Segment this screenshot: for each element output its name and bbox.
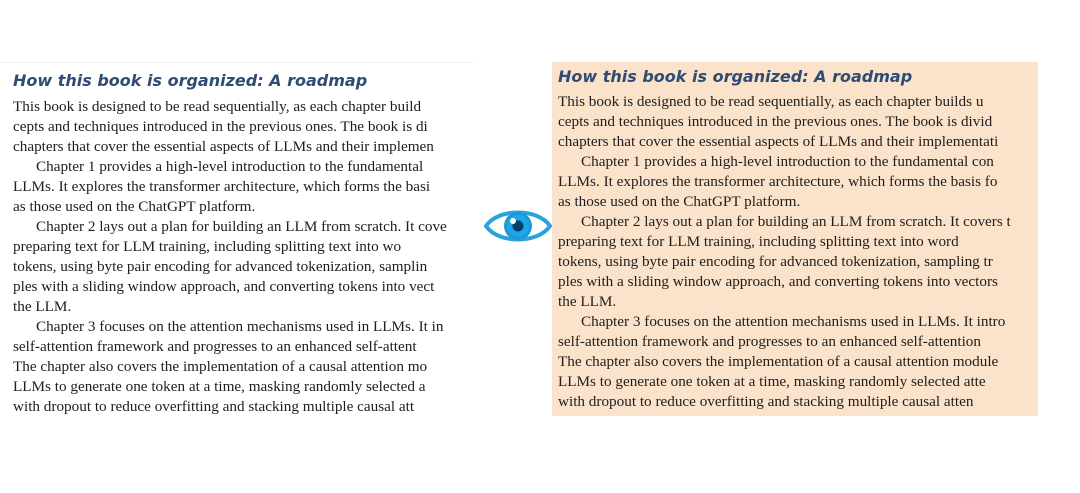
text-line: Chapter 1 provides a high-level introduction to the fundamental con <box>581 153 994 170</box>
section-body <box>13 97 474 417</box>
text-line: as those used on the ChatGPT platform. <box>558 193 801 210</box>
section-title: How this book is organized: A roadmap <box>13 71 368 90</box>
text-line: preparing text for LLM training, including splitting text into wo <box>13 238 402 255</box>
text-line: with dropout to reduce overfitting and stacking multiple causal atten <box>558 393 974 410</box>
text-line: as those used on the ChatGPT platform. <box>13 198 256 215</box>
text-line: Chapter 3 focuses on the attention mechanisms used in LLMs. It in <box>36 318 444 335</box>
text-line: The chapter also covers the implementation of a causal attention mo <box>13 358 428 375</box>
text-line: ples with a sliding window approach, and converting tokens into vectors <box>558 273 998 290</box>
text-line: This book is designed to be read sequentially, as each chapter builds u <box>558 93 984 110</box>
text-line: with dropout to reduce overfitting and stacking multiple causal att <box>13 398 415 415</box>
text-line: Chapter 2 lays out a plan for building an LLM from scratch. It cove <box>36 218 447 235</box>
eye-icon <box>484 204 552 248</box>
reading-mode-page-panel <box>552 62 1038 416</box>
text-line: cepts and techniques introduced in the previous ones. The book is divid <box>558 113 993 130</box>
section-body <box>558 92 1038 412</box>
text-line: chapters that cover the essential aspects of LLMs and their implementati <box>558 133 999 150</box>
text-line: tokens, using byte pair encoding for advanced tokenization, samplin <box>13 258 428 275</box>
text-line: Chapter 1 provides a high-level introduction to the fundamental <box>36 158 424 175</box>
text-line: cepts and techniques introduced in the previous ones. The book is di <box>13 118 428 135</box>
original-page-panel <box>0 62 474 422</box>
text-line: the LLM. <box>558 293 617 310</box>
text-line: self-attention framework and progresses to an enhanced self-attent <box>13 338 417 355</box>
text-line: LLMs to generate one token at a time, masking randomly selected a <box>13 378 426 395</box>
text-line: LLMs to generate one token at a time, masking randomly selected atte <box>558 373 986 390</box>
text-line: LLMs. It explores the transformer architecture, which forms the basi <box>13 178 431 195</box>
text-line: LLMs. It explores the transformer architecture, which forms the basis fo <box>558 173 998 190</box>
text-line: self-attention framework and progresses to an enhanced self-attention <box>558 333 981 350</box>
text-line: the LLM. <box>13 298 72 315</box>
text-line: This book is designed to be read sequentially, as each chapter build <box>13 98 422 115</box>
text-line: Chapter 2 lays out a plan for building an LLM from scratch. It covers t <box>581 213 1011 230</box>
section-title: How this book is organized: A roadmap <box>558 67 913 86</box>
text-line: ples with a sliding window approach, and converting tokens into vect <box>13 278 435 295</box>
text-line: The chapter also covers the implementation of a causal attention module <box>558 353 999 370</box>
text-line: Chapter 3 focuses on the attention mechanisms used in LLMs. It intro <box>581 313 1006 330</box>
text-line: preparing text for LLM training, including splitting text into word <box>558 233 959 250</box>
text-line: chapters that cover the essential aspects of LLMs and their implemen <box>13 138 434 155</box>
text-line: tokens, using byte pair encoding for advanced tokenization, sampling tr <box>558 253 993 270</box>
